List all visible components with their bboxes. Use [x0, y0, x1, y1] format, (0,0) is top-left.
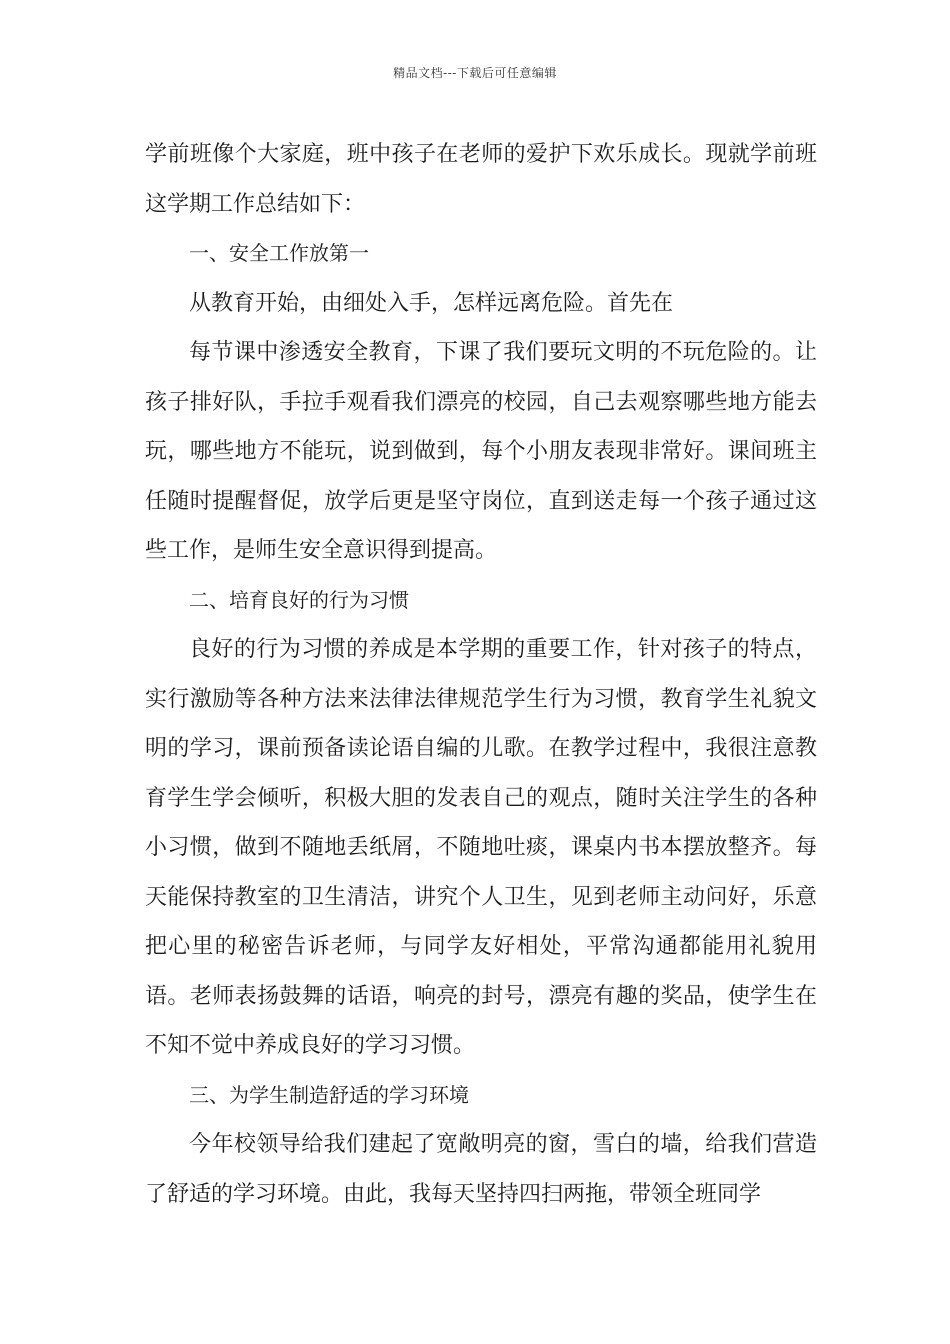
page-header: 精品文档---下载后可任意编辑: [393, 66, 557, 80]
intro-paragraph: 学前班像个大家庭，班中孩子在老师的爱护下欢乐成长。现就学前班这学期工作总结如下：: [145, 142, 817, 217]
section-heading-environment: 三、为学生制造舒适的学习环境: [189, 1082, 469, 1107]
environment-body-paragraph: 今年校领导给我们建起了宽敞明亮的窗，雪白的墙，给我们营造了舒适的学习环境。由此，我每天坚持四扫两拖，带领全班同学: [145, 1132, 817, 1207]
document-body: [145, 130, 817, 1219]
safety-lead-paragraph: 从教育开始，由细处入手，怎样远离危险。首先在: [189, 290, 674, 316]
section-heading-safety: 一、安全工作放第一: [189, 241, 369, 265]
habits-body-paragraph: 良好的行为习惯的养成是本学期的重要工作，针对孩子的特点，实行激励等各种方法来法律法律规范学生行为习惯，教育学生礼貌文明的学习，课前预备读论语自编的儿歌。在教学过程中，我很注意教育学生学会倾听，积极大胆的发表自己的观点，随时关注学生的各种小习惯，做到不随地丢纸屑，不随地吐痰，课桌内书本摆放整齐。每天能保持教室的卫生清洁，讲究个人卫生，见到老师主动问好，乐意把心里的秘密告诉老师，与同学友好相处，平常沟通都能用礼貌用语。老师表扬鼓舞的话语，响亮的封号，漂亮有趣的奖品，使学生在不知不觉中养成良好的学习习惯。: [145, 637, 817, 1058]
safety-body-paragraph: 每节课中渗透安全教育，下课了我们要玩文明的不玩危险的。让孩子排好队，手拉手观看我们漂亮的校园，自己去观察哪些地方能去玩，哪些地方不能玩，说到做到，每个小朋友表现非常好。课间班主任随时提醒督促，放学后更是坚守岗位，直到送走每一个孩子通过这些工作，是师生安全意识得到提高。: [145, 340, 817, 563]
section-heading-habits: 二、培育良好的行为习惯: [189, 587, 409, 612]
